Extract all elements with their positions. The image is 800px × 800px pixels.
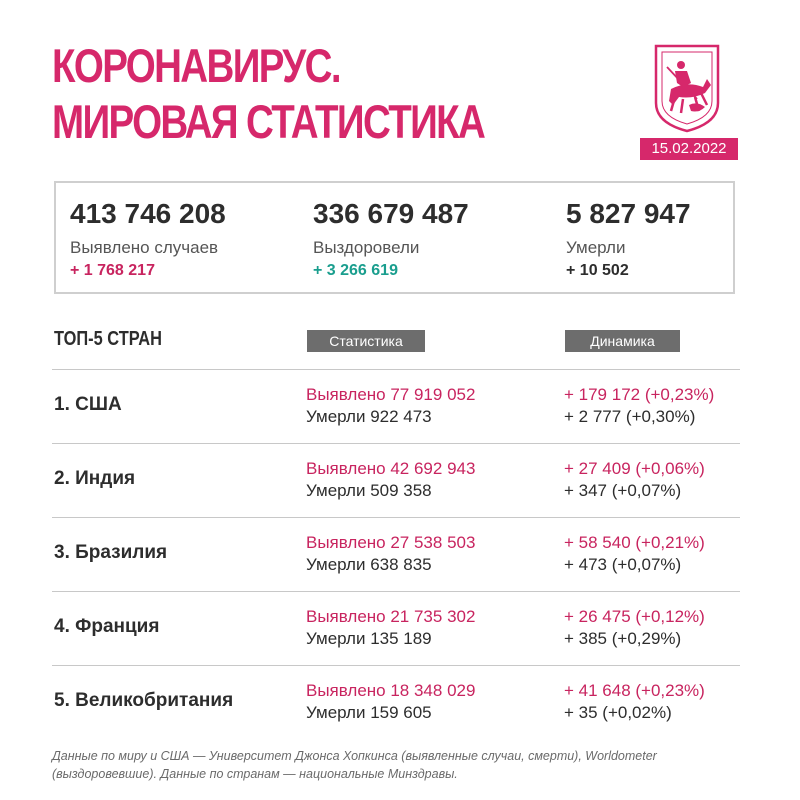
country-deaths: Умерли 159 605 [306, 703, 432, 722]
table-row [52, 443, 740, 517]
table-row [52, 517, 740, 591]
country-name: 2. Индия [54, 468, 136, 489]
country-statistics [306, 384, 475, 428]
country-deaths-delta: + 2 777 (+0,30%) [564, 407, 696, 426]
country-dynamics [564, 458, 705, 502]
country-statistics [306, 606, 475, 650]
summary-deaths-value: 5 827 947 [566, 198, 691, 229]
country-deaths: Умерли 922 473 [306, 407, 432, 426]
country-deaths-delta: + 385 (+0,29%) [564, 629, 682, 648]
top5-table [52, 369, 740, 739]
country-cases-delta: + 58 540 (+0,21%) [564, 533, 705, 552]
summary-cases-delta: + 1 768 217 [70, 262, 155, 279]
country-deaths-delta: + 35 (+0,02%) [564, 703, 672, 722]
country-cases: Выявлено 77 919 052 [306, 385, 476, 404]
country-statistics [306, 532, 475, 576]
country-name: 4. Франция [54, 616, 160, 637]
table-row [52, 591, 740, 665]
summary-deaths [566, 198, 691, 281]
country-deaths-delta: + 473 (+0,07%) [564, 555, 682, 574]
statistics-tag: Статистика [307, 330, 425, 352]
summary-recovered-delta: + 3 266 619 [313, 262, 398, 279]
country-deaths: Умерли 509 358 [306, 481, 432, 500]
world-summary-panel [54, 181, 735, 294]
source-footnote: Данные по миру и США — Университет Джонса Хопкинса (выявленные случаи, смерти), Worldometer (выздоровевшие). Данные по странам — национальные Минздравы. [52, 749, 657, 781]
title-line-2: МИРОВАЯ СТАТИСТИКА [52, 95, 485, 148]
title-line-1: КОРОНАВИРУС. [52, 39, 340, 92]
country-deaths-delta: + 347 (+0,07%) [564, 481, 682, 500]
country-dynamics [564, 606, 705, 650]
country-cases-delta: + 26 475 (+0,12%) [564, 607, 705, 626]
summary-recovered-value: 336 679 487 [313, 198, 469, 229]
summary-cases-value: 413 746 208 [70, 198, 226, 229]
summary-deaths-label: Умерли [566, 238, 626, 257]
table-row [52, 369, 740, 443]
country-statistics [306, 680, 475, 724]
top5-heading: ТОП-5 СТРАН [54, 328, 162, 350]
country-deaths: Умерли 135 189 [306, 629, 432, 648]
moscow-coat-of-arms-icon [653, 43, 721, 133]
country-cases-delta: + 179 172 (+0,23%) [564, 385, 715, 404]
country-dynamics [564, 384, 714, 428]
country-cases: Выявлено 42 692 943 [306, 459, 476, 478]
summary-recovered [313, 198, 469, 281]
summary-recovered-label: Выздоровели [313, 238, 420, 257]
country-cases: Выявлено 18 348 029 [306, 681, 476, 700]
summary-cases [70, 198, 226, 281]
country-cases: Выявлено 21 735 302 [306, 607, 476, 626]
country-cases-delta: + 41 648 (+0,23%) [564, 681, 705, 700]
country-dynamics [564, 532, 705, 576]
country-cases: Выявлено 27 538 503 [306, 533, 476, 552]
dynamics-tag: Динамика [565, 330, 680, 352]
country-name: 3. Бразилия [54, 542, 168, 563]
date-badge: 15.02.2022 [640, 138, 738, 160]
country-deaths: Умерли 638 835 [306, 555, 432, 574]
summary-deaths-delta: + 10 502 [566, 262, 629, 279]
country-statistics [306, 458, 475, 502]
country-cases-delta: + 27 409 (+0,06%) [564, 459, 705, 478]
page-title [52, 38, 484, 150]
summary-cases-label: Выявлено случаев [70, 238, 219, 257]
country-name: 1. США [54, 394, 122, 415]
table-row [52, 665, 740, 739]
country-name: 5. Великобритания [54, 690, 234, 711]
country-dynamics [564, 680, 705, 724]
